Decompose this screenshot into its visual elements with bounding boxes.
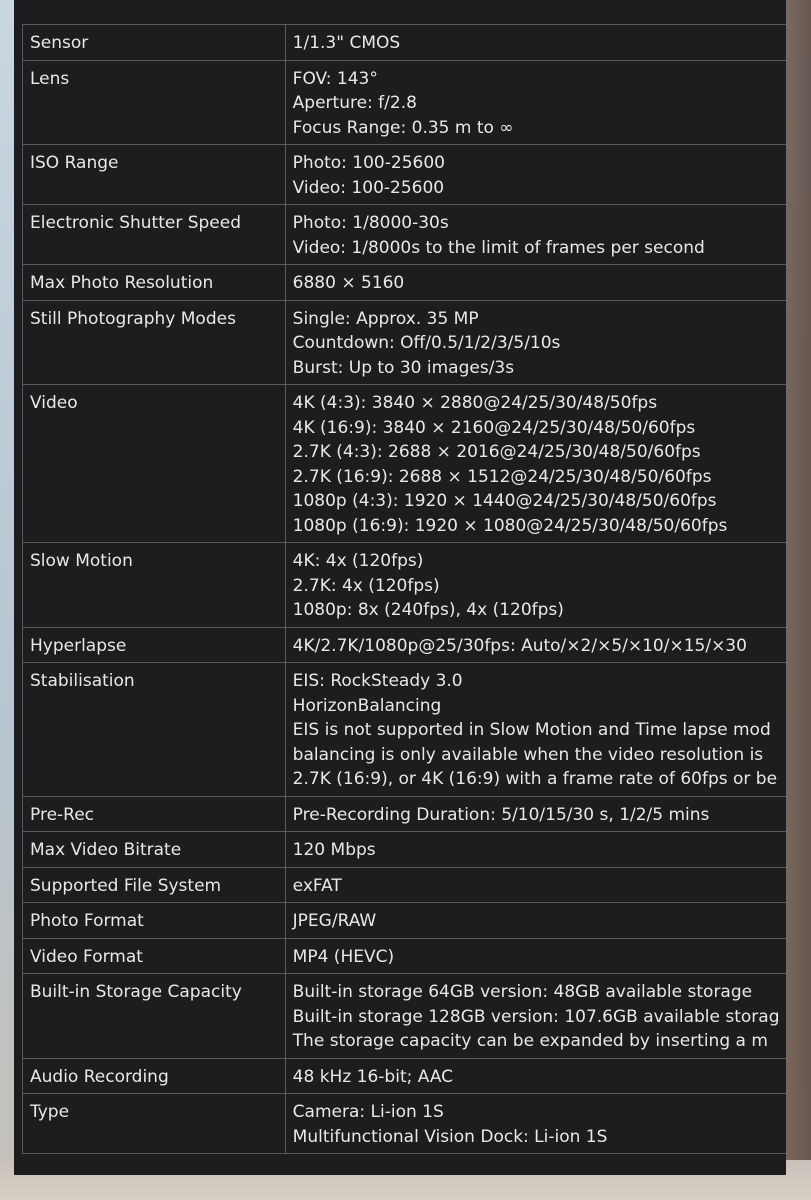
spec-value-cell <box>285 938 786 974</box>
spec-label: Supported File System <box>30 875 222 896</box>
spec-row <box>23 903 787 939</box>
spec-value-line: 2.7K: 4x (120fps) <box>292 575 440 596</box>
spec-value-line: Video: 100-25600 <box>292 177 445 198</box>
spec-label-cell <box>23 796 286 832</box>
spec-value-line: 4K (16:9): 3840 × 2160@24/25/30/48/50/60fps <box>292 417 696 438</box>
spec-label-cell <box>23 938 286 974</box>
spec-value-line: Built-in storage 64GB version: 48GB available storage <box>292 982 753 1002</box>
spec-label-cell <box>23 205 286 265</box>
spec-label-cell <box>23 1058 286 1094</box>
spec-value-line: Countdown: Off/0.5/1/2/3/5/10s <box>292 333 561 353</box>
spec-label: Photo Format <box>30 911 144 931</box>
spec-label-cell <box>23 627 286 663</box>
spec-row <box>23 663 787 797</box>
spec-value-line: 1/1.3" CMOS <box>292 33 401 53</box>
spec-label-cell <box>23 25 286 61</box>
spec-label-cell <box>23 543 286 628</box>
spec-row <box>23 974 787 1059</box>
spec-row <box>23 385 787 543</box>
spec-label: Still Photography Modes <box>30 308 236 329</box>
spec-value-line: 1080p (16:9): 1920 × 1080@24/25/30/48/50/60fps <box>292 515 728 536</box>
spec-label-cell <box>23 300 286 385</box>
spec-value-line: 1080p: 8x (240fps), 4x (120fps) <box>292 600 564 620</box>
spec-label-cell <box>23 60 286 145</box>
spec-value-line: 1080p (4:3): 1920 × 1440@24/25/30/48/50/60fps <box>292 491 717 511</box>
spec-value-line: FOV: 143° <box>292 68 378 89</box>
spec-value-line: 120 Mbps <box>292 840 376 860</box>
spec-row <box>23 145 787 205</box>
spec-value-line: Focus Range: 0.35 m to ∞ <box>292 117 514 138</box>
spec-value-line: Photo: 1/8000-30s <box>292 213 449 233</box>
spec-label-cell <box>23 385 286 543</box>
spec-value-cell <box>285 25 786 61</box>
spec-value-cell <box>285 832 786 868</box>
spec-value-line: 4K/2.7K/1080p@25/30fps: Auto/×2/×5/×10/×15/×30 <box>292 635 747 656</box>
spec-value-cell <box>285 663 786 797</box>
spec-value-line: Video: 1/8000s to the limit of frames per second <box>292 237 705 258</box>
spec-label: Video <box>30 393 78 413</box>
spec-value-line: MP4 (HEVC) <box>292 946 395 967</box>
spec-value-line: Photo: 100-25600 <box>292 153 445 173</box>
spec-value-line: JPEG/RAW <box>292 911 377 931</box>
spec-value-line: 4K (4:3): 3840 × 2880@24/25/30/48/50fps <box>292 393 658 413</box>
spec-label: Type <box>30 1102 70 1122</box>
spec-value-cell <box>285 627 786 663</box>
spec-value-line: 2.7K (4:3): 2688 × 2016@24/25/30/48/50/60fps <box>292 442 701 462</box>
spec-value-line: The storage capacity can be expanded by inserting a m <box>292 1031 768 1051</box>
spec-value-cell <box>285 1094 786 1154</box>
spec-row <box>23 627 787 663</box>
spec-row <box>23 796 787 832</box>
spec-label: Stabilisation <box>30 671 135 691</box>
spec-label: Lens <box>30 68 70 89</box>
spec-label-cell <box>23 903 286 939</box>
spec-value-line: EIS: RockSteady 3.0 <box>292 671 463 691</box>
spec-row <box>23 265 787 301</box>
spec-label-cell <box>23 1094 286 1154</box>
spec-label: Max Photo Resolution <box>30 273 214 293</box>
spec-value-line: Multifunctional Vision Dock: Li-ion 1S <box>292 1126 608 1147</box>
spec-table <box>22 24 786 1154</box>
spec-label-cell <box>23 663 286 797</box>
spec-label-cell <box>23 867 286 903</box>
spec-value-cell <box>285 543 786 628</box>
spec-value-line: Built-in storage 128GB version: 107.6GB available storag <box>292 1006 780 1027</box>
spec-value-cell <box>285 903 786 939</box>
spec-value-line: 4K: 4x (120fps) <box>292 551 424 571</box>
spec-value-cell <box>285 1058 786 1094</box>
spec-panel <box>14 0 786 1175</box>
spec-value-line: 2.7K (16:9), or 4K (16:9) with a frame rate of 60fps or be <box>292 769 778 789</box>
spec-value-cell <box>285 300 786 385</box>
spec-value-cell <box>285 867 786 903</box>
spec-row <box>23 867 787 903</box>
spec-value-cell <box>285 796 786 832</box>
spec-value-cell <box>285 974 786 1059</box>
spec-value-line: Aperture: f/2.8 <box>292 93 417 113</box>
spec-row <box>23 832 787 868</box>
spec-value-cell <box>285 265 786 301</box>
spec-label-cell <box>23 974 286 1059</box>
spec-label: Max Video Bitrate <box>30 840 182 860</box>
spec-row <box>23 300 787 385</box>
spec-label: Audio Recording <box>30 1066 169 1087</box>
spec-label-cell <box>23 265 286 301</box>
spec-label: Electronic Shutter Speed <box>30 213 242 233</box>
spec-value-line: 2.7K (16:9): 2688 × 1512@24/25/30/48/50/60fps <box>292 466 712 487</box>
spec-row <box>23 1094 787 1154</box>
spec-label: ISO Range <box>30 153 119 173</box>
spec-table-body <box>23 25 787 1154</box>
spec-row <box>23 1058 787 1094</box>
spec-value-line: EIS is not supported in Slow Motion and Time lapse mod <box>292 720 771 740</box>
spec-value-cell <box>285 145 786 205</box>
spec-label-cell <box>23 145 286 205</box>
spec-label: Sensor <box>30 33 89 53</box>
spec-value-line: 6880 × 5160 <box>292 273 405 293</box>
spec-value-cell <box>285 205 786 265</box>
spec-label: Slow Motion <box>30 551 133 571</box>
spec-value-line: Pre-Recording Duration: 5/10/15/30 s, 1/2/5 mins <box>292 804 710 825</box>
spec-label-cell <box>23 832 286 868</box>
spec-value-cell <box>285 385 786 543</box>
spec-value-line: Camera: Li-ion 1S <box>292 1102 444 1122</box>
spec-label: Hyperlapse <box>30 635 127 656</box>
spec-row <box>23 60 787 145</box>
spec-row <box>23 25 787 61</box>
spec-label: Video Format <box>30 946 143 967</box>
spec-row <box>23 938 787 974</box>
spec-value-cell <box>285 60 786 145</box>
spec-row <box>23 543 787 628</box>
spec-value-line: exFAT <box>292 875 342 896</box>
spec-value-line: Single: Approx. 35 MP <box>292 308 479 329</box>
spec-label: Built-in Storage Capacity <box>30 982 242 1002</box>
spec-value-line: HorizonBalancing <box>292 695 442 716</box>
spec-value-line: balancing is only available when the video resolution is <box>292 744 764 765</box>
spec-value-line: Burst: Up to 30 images/3s <box>292 357 515 378</box>
spec-row <box>23 205 787 265</box>
spec-label: Pre-Rec <box>30 804 95 825</box>
spec-value-line: 48 kHz 16-bit; AAC <box>292 1066 454 1087</box>
